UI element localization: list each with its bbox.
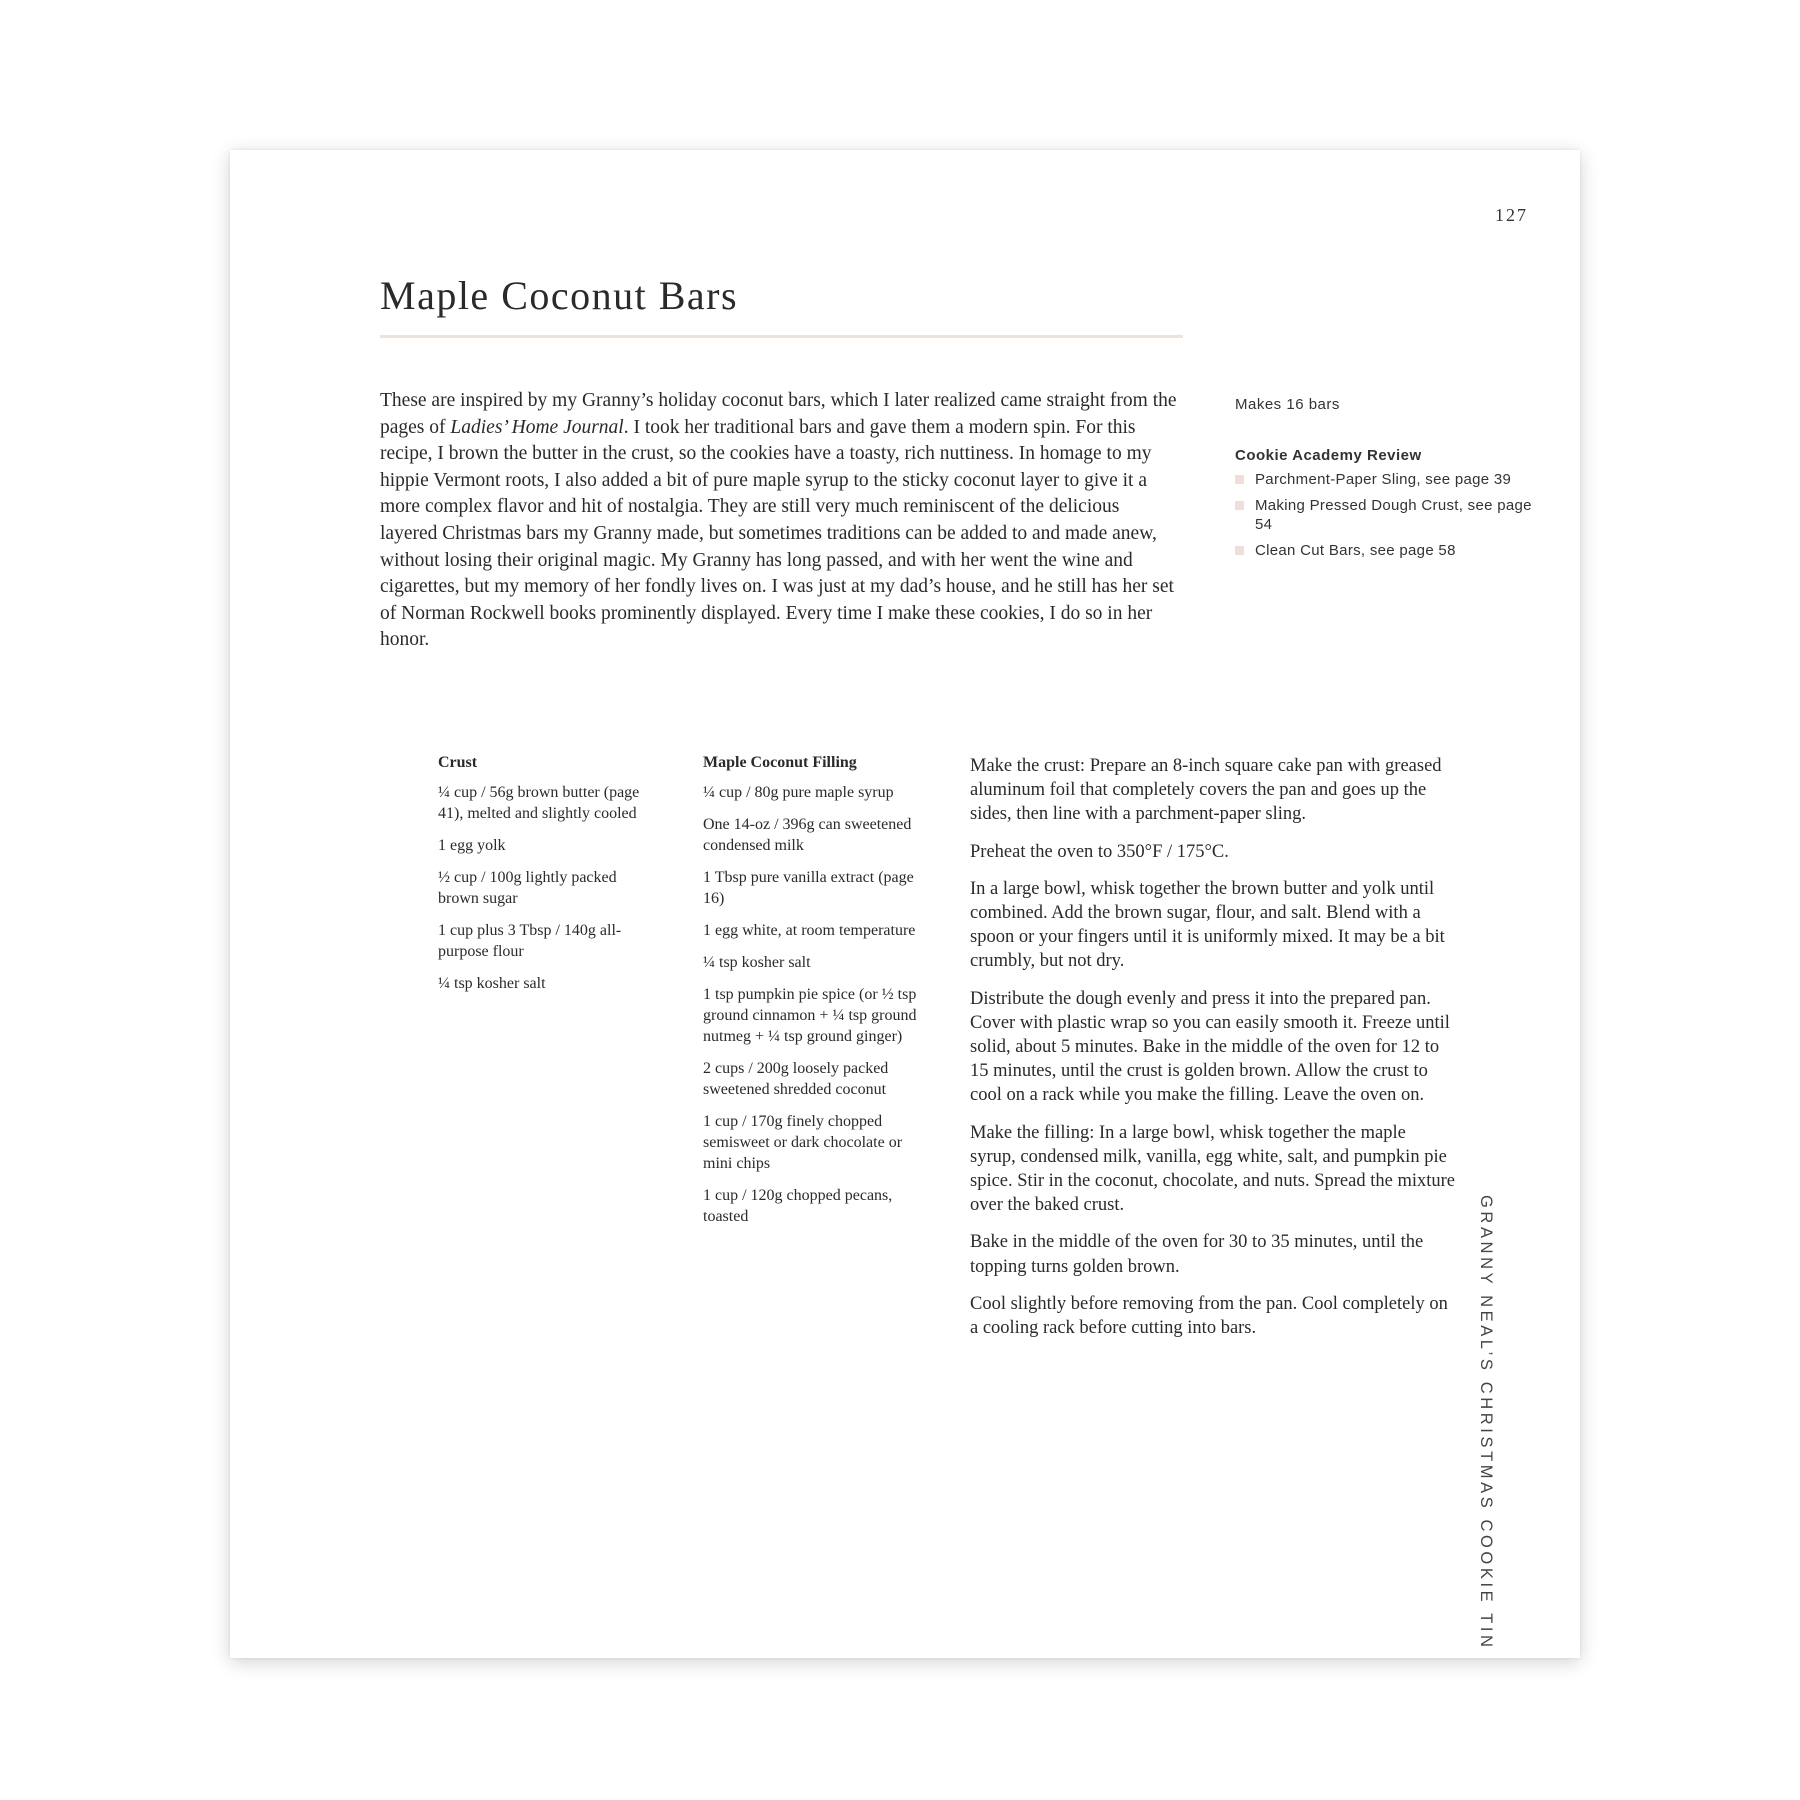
intro-text-end: . I took her traditional bars and gave them a modern spin. For this recipe, I brown the butter in the crust, so the cookies have a toasty, rich nuttiness. In homage to my hippie Vermont roots, I also added a bit of pure maple syrup to the sticky coconut layer to give it a more complex flavor and hit of nostalgia. They are still very much reminiscent of the delicious layered Christmas bars my Granny made, but sometimes traditions can be added to and made anew, without losing their original magic. My Granny has long passed, and with her went the wine and cigarettes, but my memory of her fondly lives on. I was just at my dad’s house, and he still has her set of Norman Rockwell books prominently displayed. Every time I make these cookies, I do so in her honor. bbox=[380, 416, 1174, 651]
yield-text: Makes 16 bars bbox=[1235, 396, 1340, 413]
square-bullet-icon bbox=[1235, 501, 1244, 510]
recipe-sidebar bbox=[1235, 396, 1535, 567]
ingredient-item: 2 cups / 200g loosely packed sweetened shredded coconut bbox=[703, 1060, 889, 1098]
ingredient-item: ¼ cup / 56g brown butter (page 41), melted and slightly cooled bbox=[438, 784, 640, 822]
intro-paragraph bbox=[380, 388, 1180, 654]
recipe-title: Maple Coconut Bars bbox=[380, 273, 739, 318]
ingredient-item: One 14-oz / 396g can sweetened condensed milk bbox=[703, 816, 912, 854]
review-item bbox=[1235, 496, 1535, 534]
ingredient-item: ¼ tsp kosher salt bbox=[703, 954, 811, 971]
square-bullet-icon bbox=[1235, 546, 1244, 555]
ingredient-item: 1 Tbsp pure vanilla extract (page 16) bbox=[703, 869, 914, 907]
ingredient-item: 1 tsp pumpkin pie spice (or ½ tsp ground cinnamon + ¼ tsp ground nutmeg + ¼ tsp ground ginger) bbox=[703, 986, 917, 1045]
filling-ingredient-list bbox=[703, 782, 918, 1227]
method-steps bbox=[970, 754, 1455, 1353]
method-step: Make the filling: In a large bowl, whisk together the maple syrup, condensed milk, vanilla, egg white, salt, and pumpkin pie spice. Stir in the coconut, chocolate, and nuts. Spread the mixture over the baked crust. bbox=[970, 1122, 1455, 1216]
page-number: 127 bbox=[1495, 205, 1528, 225]
review-item-label: Clean Cut Bars, see page 58 bbox=[1255, 542, 1456, 559]
method-step: In a large bowl, whisk together the brown butter and yolk until combined. Add the brown sugar, flour, and salt. Blend with a spoon or your fingers until it is uniformly mixed. It may be a bit crumbly, but not dry. bbox=[970, 878, 1445, 972]
crust-ingredients bbox=[438, 754, 643, 1005]
method-step: Cool slightly before removing from the pan. Cool completely on a cooling rack before cutting into bars. bbox=[970, 1293, 1448, 1339]
method-step: Preheat the oven to 350°F / 175°C. bbox=[970, 841, 1229, 862]
ingredient-item: ¼ tsp kosher salt bbox=[438, 975, 546, 992]
running-footer-vertical: GRANNY NEAL’S CHRISTMAS COOKIE TIN bbox=[1477, 1195, 1495, 1651]
intro-text-start: These are inspired by my Granny’s holiday coconut bars, which I later realized came straight from the pages of bbox=[380, 390, 1177, 438]
crust-heading: Crust bbox=[438, 754, 478, 771]
intro-italic-title: Ladies’ Home Journal bbox=[450, 416, 624, 438]
ingredient-item: 1 cup / 170g finely chopped semisweet or dark chocolate or mini chips bbox=[703, 1113, 903, 1172]
filling-ingredients bbox=[703, 754, 918, 1238]
review-item-label: Making Pressed Dough Crust, see page 54 bbox=[1255, 497, 1532, 533]
filling-heading: Maple Coconut Filling bbox=[703, 754, 857, 771]
ingredient-item: 1 egg yolk bbox=[438, 837, 506, 854]
method-step: Make the crust: Prepare an 8-inch square cake pan with greased aluminum foil that completely covers the pan and goes up the sides, then line with a parchment-paper sling. bbox=[970, 756, 1442, 825]
review-list bbox=[1235, 470, 1535, 560]
review-item bbox=[1235, 470, 1535, 489]
crust-ingredient-list bbox=[438, 782, 643, 994]
review-item bbox=[1235, 541, 1535, 560]
ingredient-item: 1 cup plus 3 Tbsp / 140g all-purpose flour bbox=[438, 922, 622, 960]
review-item-label: Parchment-Paper Sling, see page 39 bbox=[1255, 471, 1512, 488]
method-step: Bake in the middle of the oven for 30 to 35 minutes, until the topping turns golden brown. bbox=[970, 1232, 1424, 1277]
title-rule bbox=[380, 335, 1183, 338]
ingredient-item: 1 cup / 120g chopped pecans, toasted bbox=[703, 1187, 893, 1225]
square-bullet-icon bbox=[1235, 475, 1244, 484]
ingredient-item: ½ cup / 100g lightly packed brown sugar bbox=[438, 869, 617, 907]
method-step: Distribute the dough evenly and press it into the prepared pan. Cover with plastic wrap so you can easily smooth it. Freeze until solid, about 5 minutes. Bake in the middle of the oven for 12 to 15 minutes, until the crust is golden brown. Allow the crust to cool on a rack while you make the filling. Leave the oven on. bbox=[970, 988, 1450, 1106]
review-heading: Cookie Academy Review bbox=[1235, 447, 1422, 464]
ingredient-item: 1 egg white, at room temperature bbox=[703, 922, 916, 939]
book-page bbox=[230, 150, 1580, 1658]
ingredient-item: ¼ cup / 80g pure maple syrup bbox=[703, 784, 894, 801]
